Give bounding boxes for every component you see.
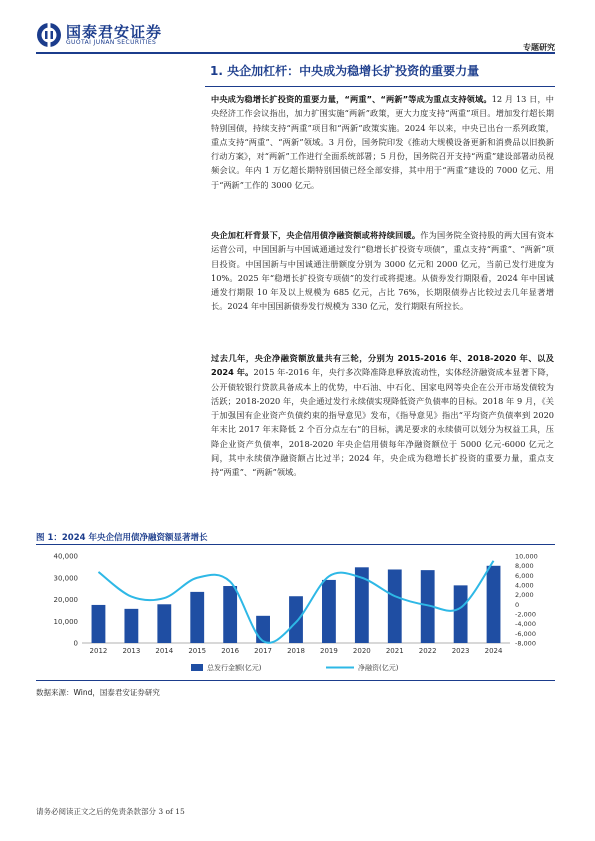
right-axis-tick-label: 10,000 bbox=[515, 552, 538, 561]
paragraph-2-lead: 央企加杠杆背景下，央企信用债净融资额或将持续回暖。 bbox=[211, 230, 421, 240]
left-axis-tick-label: 40,000 bbox=[53, 552, 78, 561]
left-axis-tick-label: 10,000 bbox=[53, 617, 78, 626]
brand-name-en: GUOTAI JUNAN SECURITIES bbox=[66, 39, 157, 46]
figure-title: 图 1：2024 年央企信用债净融资额显著增长 bbox=[36, 533, 208, 543]
issuance-financing-chart bbox=[36, 548, 555, 680]
x-axis-tick-label: 2023 bbox=[451, 647, 470, 655]
x-axis-tick-label: 2019 bbox=[320, 647, 338, 655]
section-title: 1. 央企加杠杆：中央成为稳增长扩投资的重要力量 bbox=[210, 64, 480, 78]
figure-bottom-rule bbox=[36, 680, 555, 681]
bar-total-issuance bbox=[190, 592, 204, 643]
left-axis-tick-label: 0 bbox=[73, 639, 78, 648]
x-axis-tick-label: 2017 bbox=[254, 647, 272, 655]
legend-line-label: 净融资(亿元) bbox=[358, 664, 399, 672]
bar-total-issuance bbox=[289, 596, 303, 643]
x-axis-tick-label: 2020 bbox=[352, 647, 371, 655]
x-axis-tick-label: 2024 bbox=[484, 647, 503, 655]
bar-total-issuance bbox=[454, 585, 468, 643]
paragraph-1-body: 12 月 13 日，中央经济工作会议指出，加力扩围实施“两新”政策，更大力度支持“两重”项目。增加发行超长期特别国债，持续支持“两重”项目和“两新”政策实施。2024 年以来，中央已出台一系列政策，重点支持“两重”、“两新”领域。3 月份，国务院印发《推动大规模设备更新和消费品以旧换新行动方案》，对“两新”工作进行全面系统部署；5 月份，国务院召开支持“两重”建设部署动员视频会议。年内 1 万亿超长期特别国债已经全部安排，其中用于“两重”建设的 7000 亿元、用于“两新”工作的 3000 亿元。 bbox=[211, 94, 554, 190]
x-axis-tick-label: 2012 bbox=[89, 647, 108, 655]
bar-total-issuance bbox=[322, 580, 336, 643]
paragraph-2-body: 作为国务院全资持股的两大国有资本运营公司，中国国新与中国诚通通过发行“稳增长扩投资专项债”，重点支持“两重”、“两新”项目投资。中国国新与中国诚通注册额度分别为 3000 亿元和 2000 亿元，当前已发行进度为 10%。2025 年“稳增长扩投资专项债”的发行或将提速。从债券发行期限看，2024 年中国诚通发行期限 10 年及以上规模为 685 亿元，占比 76%，长期限债券占比较过去几年显著增长。2024 年中国国新债券发行规模为 330 亿元，发行期限有所拉长。 bbox=[211, 230, 554, 312]
x-axis-tick-label: 2018 bbox=[287, 647, 305, 655]
logo-emblem-icon bbox=[36, 22, 62, 48]
x-axis-tick-label: 2015 bbox=[188, 647, 207, 655]
paragraph-1-lead: 中央成为稳增长扩投资的重要力量，“两重”、“两新”等成为重点支持领域。 bbox=[211, 94, 492, 104]
left-axis-tick-label: 20,000 bbox=[53, 596, 78, 604]
right-axis-tick-label: -2,000 bbox=[515, 610, 536, 619]
paragraph-1 bbox=[211, 92, 554, 192]
x-axis-tick-label: 2016 bbox=[221, 647, 240, 655]
legend-bar-label: 总发行金额(亿元) bbox=[207, 664, 262, 672]
page-header bbox=[36, 20, 555, 50]
bar-total-issuance bbox=[124, 609, 138, 643]
bar-total-issuance bbox=[157, 604, 171, 643]
bar-total-issuance bbox=[92, 605, 106, 643]
paragraph-2 bbox=[211, 228, 554, 314]
bar-total-issuance bbox=[223, 586, 237, 643]
company-logo bbox=[36, 20, 186, 50]
left-axis-tick-label: 30,000 bbox=[53, 574, 78, 583]
x-axis-tick-label: 2013 bbox=[122, 647, 141, 655]
figure-top-rule bbox=[36, 544, 555, 545]
bar-total-issuance bbox=[388, 569, 402, 643]
bar-total-issuance bbox=[256, 616, 270, 643]
paragraph-3-lead: 过去几年，央企净融资额放量共有三轮，分别为 2015-2016 年、2018-2020 年、以及 2024 年。 bbox=[211, 353, 554, 378]
brand-name-cn: 国泰君安证券 bbox=[66, 23, 163, 41]
paragraph-3-body: 2015 年-2016 年，央行多次降准降息释放流动性，实体经济融资成本显著下降，公开债较银行贷款具备成本上的优势，中石油、中石化、国家电网等央企在公开市场发债较为活跃；2018-2020 年，央企通过发行永续债实现降低资产负债率的目标。2018 年 9 月，《关于加强国有企业资产负债约束的指导意见》发布，《指导意见》指出“平均资产负债率到 2020 年末比 2017 年末降低 2 个百分点左右”的目标，满足要求的永续债可以划分为权益工具，压降企业资产负债率，2018-2020 年央企信用债每年净融资额位于 5000 亿元-6000 亿元之间，其中永续债净融资额占比过半；2024 年，央企成为稳增长扩投资的重要力量，重点支持“两重”、“两新”领域。 bbox=[211, 367, 555, 478]
right-axis-tick-label: 6,000 bbox=[515, 571, 534, 580]
figure-source: 数据来源：Wind，国泰君安证券研究 bbox=[36, 688, 160, 697]
x-axis-tick-label: 2022 bbox=[418, 647, 437, 655]
legend-bar-swatch bbox=[191, 664, 203, 671]
x-axis-tick-label: 2014 bbox=[155, 647, 174, 655]
x-axis-tick-label: 2021 bbox=[385, 647, 404, 655]
right-axis-tick-label: -4,000 bbox=[515, 620, 536, 629]
right-axis-tick-label: -8,000 bbox=[515, 639, 536, 648]
report-type-tag: 专题研究 bbox=[523, 43, 555, 52]
right-axis-tick-label: -6,000 bbox=[515, 629, 536, 638]
header-divider bbox=[36, 52, 555, 54]
right-axis-tick-label: 4,000 bbox=[515, 581, 534, 590]
bar-total-issuance bbox=[487, 566, 501, 643]
page-footer: 请务必阅读正文之后的免责条款部分 3 of 15 bbox=[36, 807, 185, 816]
right-axis-tick-label: 8,000 bbox=[515, 562, 534, 571]
paragraph-3 bbox=[211, 351, 554, 480]
right-axis-tick-label: 2,000 bbox=[515, 591, 534, 600]
section-title-divider bbox=[205, 86, 555, 87]
right-axis-tick-label: 0 bbox=[515, 600, 520, 609]
